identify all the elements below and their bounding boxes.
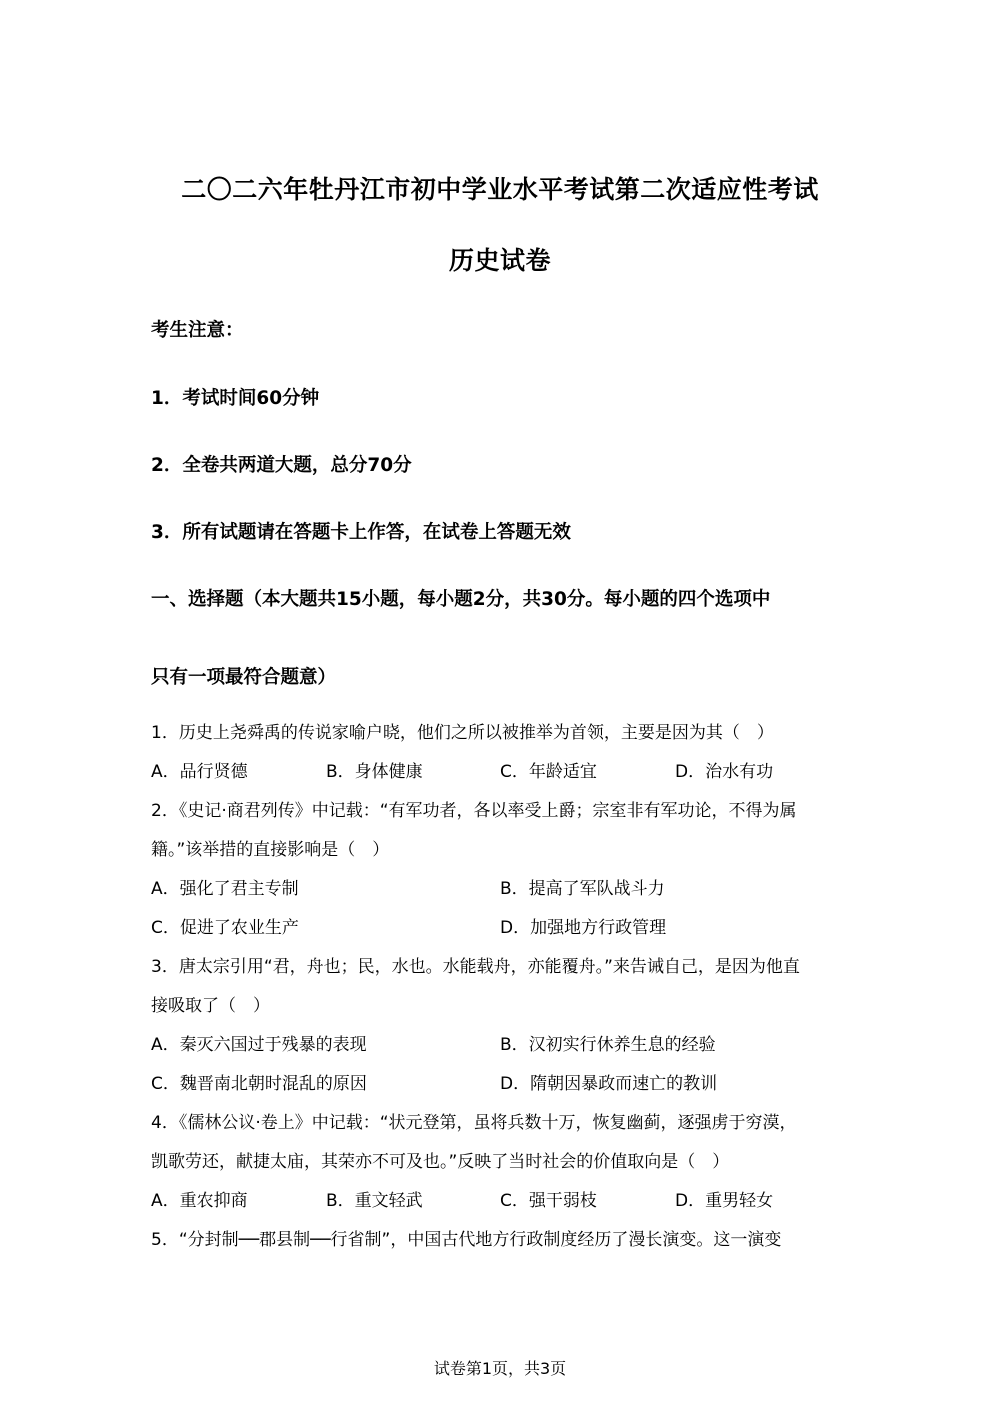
section-heading-continued: 只有一项最符合题意） [151,667,337,688]
question-1-option-c: C．年龄适宜 [500,762,597,782]
question-4-option-a: A．重农抑商 [151,1191,248,1211]
exam-title: 二〇二六年牡丹江市初中学业水平考试第二次适应性考试 [181,175,819,204]
question-5-stem: 5．“分封制──郡县制──行省制”，中国古代地方行政制度经历了漫长演变。这一演变 [151,1230,782,1250]
question-2-option-c: C．促进了农业生产 [151,918,299,938]
question-4-stem: 4．《儒林公议·卷上》中记载：“状元登第，虽将兵数十万，恢复幽蓟，逐强虏于穷漠， [151,1113,797,1133]
notice-item: 1．考试时间60分钟 [151,388,320,409]
question-2-option-b: B．提高了军队战斗力 [500,879,665,899]
question-3-option-d: D．隋朝因暴政而速亡的教训 [500,1074,718,1094]
question-3-option-a: A．秦灭六国过于残暴的表现 [151,1035,367,1055]
question-3-stem: 3．唐太宗引用“君，舟也；民，水也。水能载舟，亦能覆舟。”来告诫自己，是因为他直 [151,957,800,977]
question-3-option-b: B．汉初实行休养生息的经验 [500,1035,716,1055]
page-footer: 试卷第1页，共3页 [433,1359,567,1378]
question-1-option-a: A．品行贤德 [151,762,248,782]
notice-item: 2．全卷共两道大题，总分70分 [151,455,412,476]
question-1-option-d: D．治水有功 [675,762,774,782]
question-4-option-b: B．重文轻武 [326,1191,423,1211]
notice-item: 3．所有试题请在答题卡上作答，在试卷上答题无效 [151,522,571,543]
exam-subject-title: 历史试卷 [448,246,551,275]
question-2-option-d: D．加强地方行政管理 [500,918,667,938]
question-2-option-a: A．强化了君主专制 [151,879,299,899]
question-4-option-c: C．强干弱枝 [500,1191,597,1211]
question-1-stem: 1．历史上尧舜禹的传说家喻户晓，他们之所以被推举为首领，主要是因为其（ ） [151,723,774,743]
question-3-option-c: C．魏晋南北朝时混乱的原因 [151,1074,367,1094]
question-1-option-b: B．身体健康 [326,762,423,782]
question-3-stem-continued: 接吸取了（ ） [151,996,270,1016]
question-2-stem: 2．《史记·商君列传》中记载：“有军功者，各以率受上爵；宗室非有军功论，不得为属 [151,801,797,821]
question-4-stem-continued: 凯歌劳还，献捷太庙，其荣亦不可及也。”反映了当时社会的价值取向是（ ） [151,1152,730,1172]
notice-heading: 考生注意： [151,320,244,341]
question-2-stem-continued: 籍。”该举措的直接影响是（ ） [151,840,390,860]
question-4-option-d: D．重男轻女 [675,1191,774,1211]
section-heading: 一、选择题（本大题共15小题，每小题2分，共30分。每小题的四个选项中 [151,589,771,610]
